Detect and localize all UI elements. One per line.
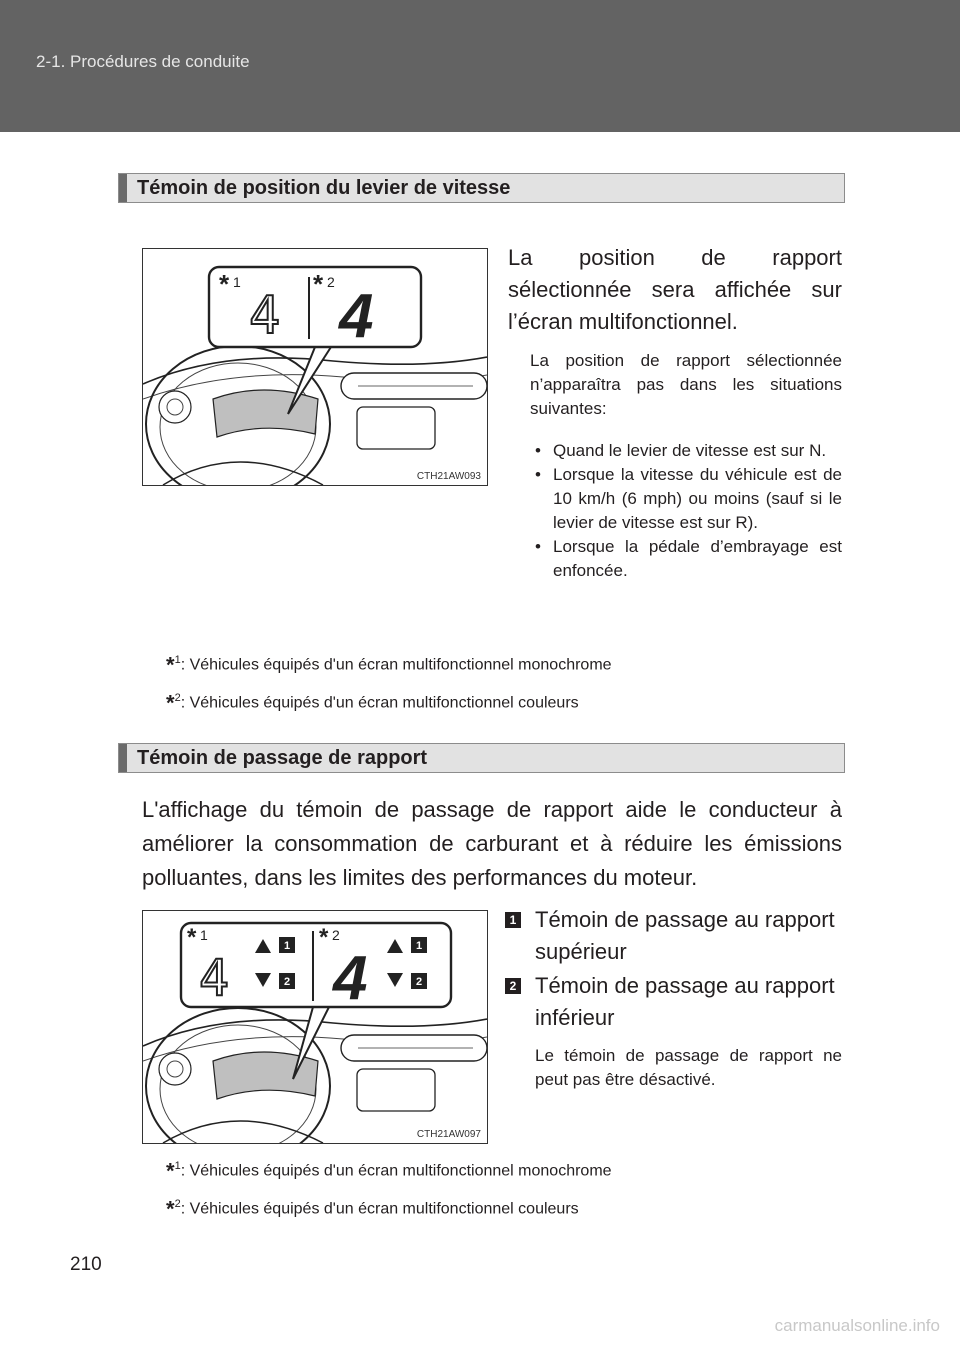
footnote-1: *$^1$: Véhicules équipés d'un écran multifonctionnel monochrome (166, 652, 612, 678)
mono-gear-digit: 4 (199, 949, 230, 1007)
legend-item-downshift (505, 970, 845, 1034)
figure-code: CTH21AW093 (416, 471, 481, 482)
shift-position-note: La position de rapport sélectionnée n’apparaîtra pas dans les situations suivantes: (530, 351, 842, 418)
list-item: • Lorsque la pédale d’embrayage est enfoncée. (530, 535, 842, 583)
breadcrumb: 2-1. Procédures de conduite (36, 52, 250, 71)
figure-label-1: 1 (200, 927, 208, 943)
svg-text:1: 1 (415, 940, 423, 952)
figure-label-1: 1 (233, 274, 241, 290)
page-header-band (0, 0, 960, 132)
list-item: • Quand le levier de vitesse est sur N. (530, 439, 842, 463)
figure-shift-indicator-display (142, 910, 488, 1144)
page-number: 210 (70, 1254, 102, 1275)
figure-shift-position-display (142, 248, 488, 486)
shift-indicator-note: Le témoin de passage de rapport ne peut pas être désactivé. (535, 1046, 842, 1089)
color-gear-digit: 4 (333, 944, 368, 1013)
number-badge: 1 (505, 912, 521, 928)
svg-text:2: 2 (415, 976, 423, 988)
svg-text:2: 2 (283, 976, 291, 988)
asterisk-mark: * (319, 924, 329, 951)
shift-indicator-intro: L'affichage du témoin de passage de rapport aide le conducteur à améliorer la consommation de carburant et à réduire les émissions polluantes, dans les limites des performances du moteur. (142, 797, 842, 890)
condition-list (530, 439, 842, 583)
list-item: • Lorsque la vitesse du véhicule est de 10 km/h (6 mph) ou moins (sauf si le levier de vitesse est sur R). (530, 463, 842, 535)
footnote-2: *$^2$: Véhicules équipés d'un écran multifonctionnel couleurs (166, 690, 579, 716)
legend-label: Témoin de passage au rapport supérieur (535, 907, 835, 964)
figure-code: CTH21AW097 (416, 1129, 481, 1140)
figure-label-2: 2 (332, 927, 340, 943)
footnote-1: *$^1$: Véhicules équipés d'un écran multifonctionnel monochrome (166, 1158, 612, 1184)
asterisk-mark: * (187, 924, 197, 951)
watermark: carmanualsonline.info (774, 1316, 940, 1335)
section-title: Témoin de position du levier de vitesse (137, 177, 511, 199)
footnote-2: *$^2$: Véhicules équipés d'un écran multifonctionnel couleurs (166, 1196, 579, 1222)
section-heading-shift-indicator (118, 743, 845, 773)
color-gear-digit: 4 (339, 282, 374, 351)
section-title: Témoin de passage de rapport (137, 747, 428, 769)
number-badge: 2 (505, 978, 521, 994)
asterisk-mark: * (219, 269, 230, 299)
legend-label: Témoin de passage au rapport inférieur (535, 973, 835, 1030)
figure-label-2: 2 (327, 274, 335, 290)
legend-item-upshift (505, 904, 845, 968)
svg-text:1: 1 (283, 940, 291, 952)
mono-gear-digit: 4 (249, 286, 281, 346)
shift-position-intro: La position de rapport sélectionnée sera affichée sur l’écran multifonctionnel. (508, 245, 842, 334)
section-heading-shift-position (118, 173, 845, 203)
asterisk-mark: * (313, 269, 324, 299)
